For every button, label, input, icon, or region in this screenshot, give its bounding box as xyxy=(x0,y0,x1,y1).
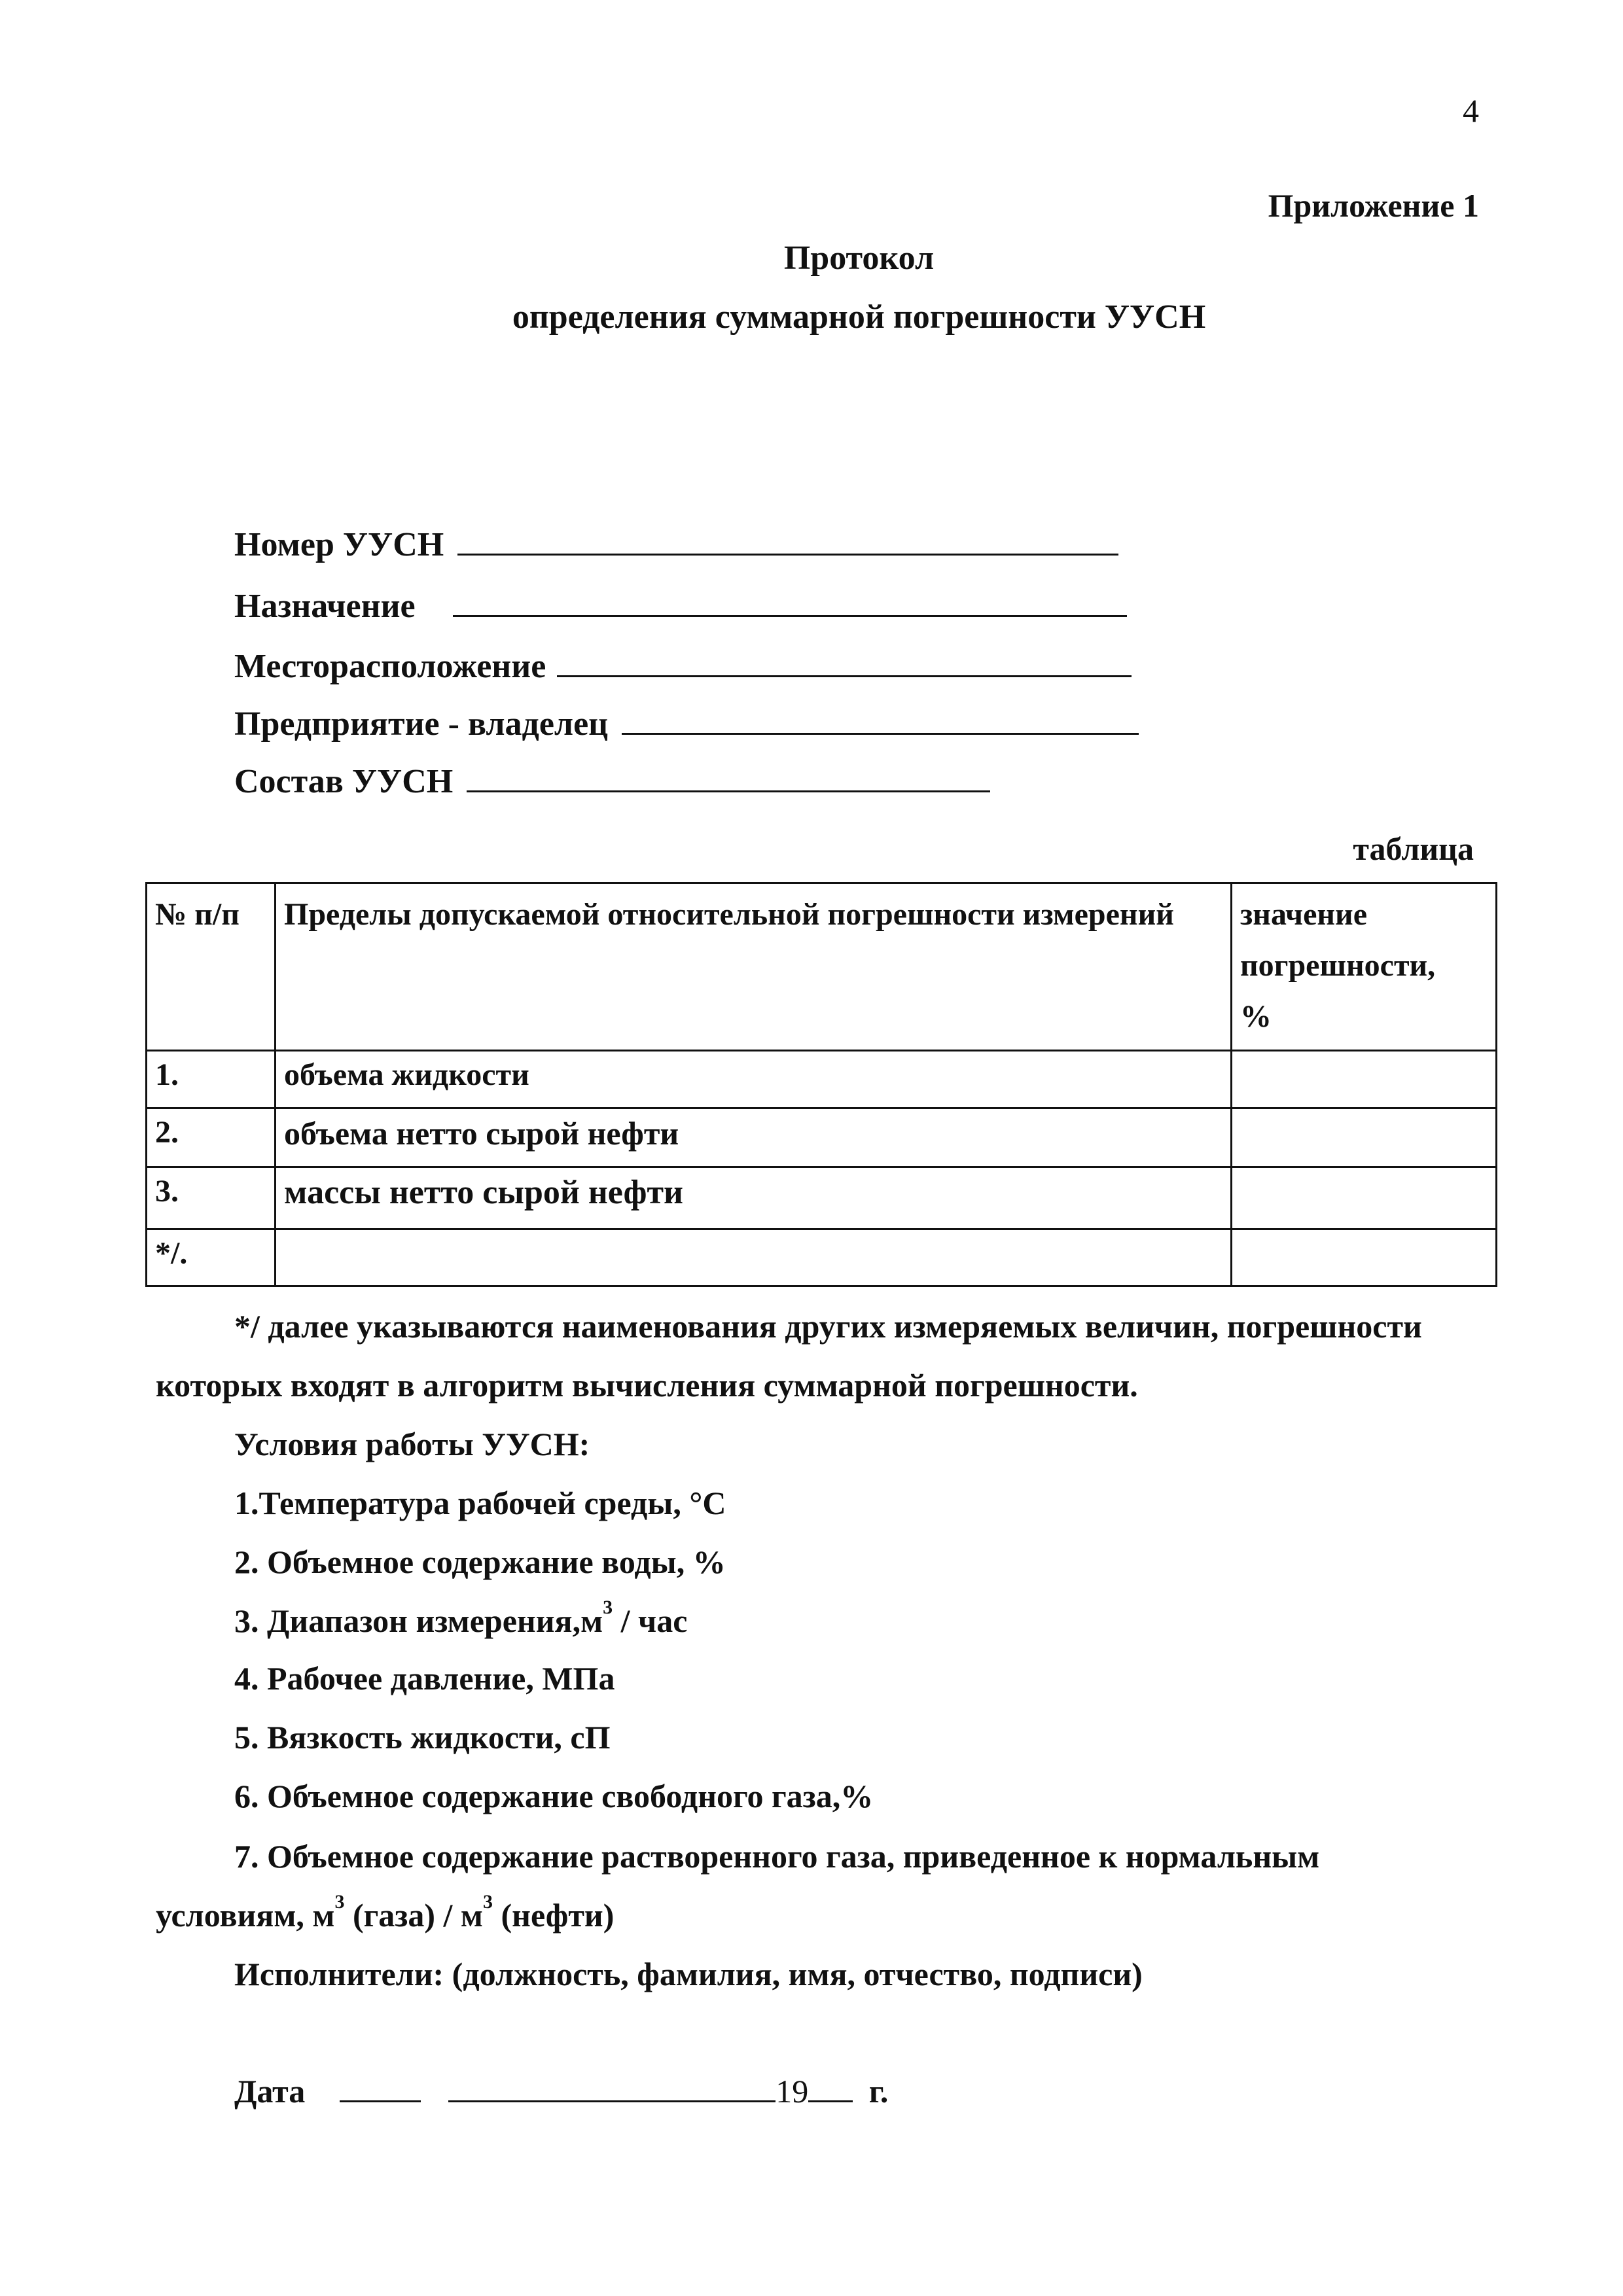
row-value[interactable] xyxy=(1232,1108,1497,1167)
footnote-line1: */ далее указываются наименования других измеряемых величин, погрешности xyxy=(234,1308,1422,1345)
item7-cont-c: (нефти) xyxy=(493,1897,615,1934)
header-value-line1: значение xyxy=(1240,897,1368,932)
condition-item: 7. Объемное содержание растворенного газа, приведенное к нормальным xyxy=(234,1838,1320,1875)
condition-item: 1.Температура рабочей среды, °С xyxy=(234,1485,726,1521)
table-row xyxy=(147,1051,1497,1108)
field-number-label: Номер УУСН xyxy=(234,526,444,563)
condition-item: 6. Объемное содержание свободного газа,% xyxy=(234,1778,874,1814)
date-year-suffix: г. xyxy=(868,2073,889,2110)
header-value-line2: погрешности, xyxy=(1240,948,1436,983)
header-value-line3: % xyxy=(1240,999,1272,1034)
field-owner xyxy=(234,704,1139,743)
table-row xyxy=(147,1229,1497,1286)
field-purpose-label: Назначение xyxy=(234,588,416,625)
date-day-line[interactable] xyxy=(340,2072,421,2102)
field-number-line[interactable] xyxy=(457,525,1118,556)
row-name: объема жидкости xyxy=(276,1051,1232,1108)
row-value[interactable] xyxy=(1232,1229,1497,1286)
field-purpose xyxy=(234,586,1127,626)
superscript: 3 xyxy=(334,1891,345,1913)
table-header-row xyxy=(147,883,1497,1051)
document-subtitle: определения суммарной погрешности УУСН xyxy=(512,298,1206,336)
row-name: массы нетто сырой нефти xyxy=(276,1167,1232,1229)
superscript: 3 xyxy=(603,1597,613,1618)
date-month-line[interactable] xyxy=(448,2072,776,2102)
table-row xyxy=(147,1167,1497,1229)
date-year-prefix: 19 xyxy=(776,2073,809,2110)
row-value[interactable] xyxy=(1232,1051,1497,1108)
executors: Исполнители: (должность, фамилия, имя, отчество, подписи) xyxy=(234,1956,1143,1992)
header-num: № п/п xyxy=(147,883,276,1051)
field-number xyxy=(234,525,1118,564)
row-name: объема нетто сырой нефти xyxy=(276,1108,1232,1167)
condition-item-3-suffix: / час xyxy=(613,1602,688,1639)
row-value[interactable] xyxy=(1232,1167,1497,1229)
condition-item-3-text: 3. Диапазон измерения,м xyxy=(234,1602,603,1639)
field-owner-line[interactable] xyxy=(622,704,1139,735)
appendix-label: Приложение 1 xyxy=(1268,187,1479,224)
error-table xyxy=(145,882,1497,1287)
condition-item xyxy=(234,1597,688,1640)
date-line xyxy=(234,2072,888,2110)
conditions-heading: Условия работы УУСН: xyxy=(234,1426,590,1462)
field-composition-line[interactable] xyxy=(467,762,990,792)
table-row xyxy=(147,1108,1497,1167)
date-label: Дата xyxy=(234,2073,306,2110)
table-caption: таблица xyxy=(1353,830,1474,867)
header-value xyxy=(1232,883,1497,1051)
field-location-label: Месторасположение xyxy=(234,648,546,685)
row-num: 3. xyxy=(147,1167,276,1229)
field-composition-label: Состав УУСН xyxy=(234,763,454,800)
header-limits: Пределы допускаемой относительной погрешности измерений xyxy=(276,883,1232,1051)
row-num: 1. xyxy=(147,1051,276,1108)
row-name xyxy=(276,1229,1232,1286)
page-number: 4 xyxy=(1463,92,1479,129)
row-num: 2. xyxy=(147,1108,276,1167)
condition-item: 4. Рабочее давление, МПа xyxy=(234,1660,615,1697)
condition-item: 2. Объемное содержание воды, % xyxy=(234,1544,726,1580)
superscript: 3 xyxy=(483,1891,493,1913)
item7-cont-b: (газа) / м xyxy=(344,1897,483,1934)
date-year-line[interactable] xyxy=(808,2072,853,2102)
footnote-line2: которых входят в алгоритм вычисления суммарной погрешности. xyxy=(156,1367,1138,1404)
document-title: Протокол xyxy=(783,239,935,277)
field-composition xyxy=(234,762,990,801)
field-owner-label: Предприятие - владелец xyxy=(234,705,609,743)
field-purpose-line[interactable] xyxy=(453,586,1127,617)
field-location xyxy=(234,646,1132,686)
condition-item: 5. Вязкость жидкости, сП xyxy=(234,1719,611,1756)
condition-item-7-continued xyxy=(156,1891,615,1934)
field-location-line[interactable] xyxy=(557,646,1132,677)
item7-cont-a: условиям, м xyxy=(156,1897,335,1934)
row-num: */. xyxy=(147,1229,276,1286)
